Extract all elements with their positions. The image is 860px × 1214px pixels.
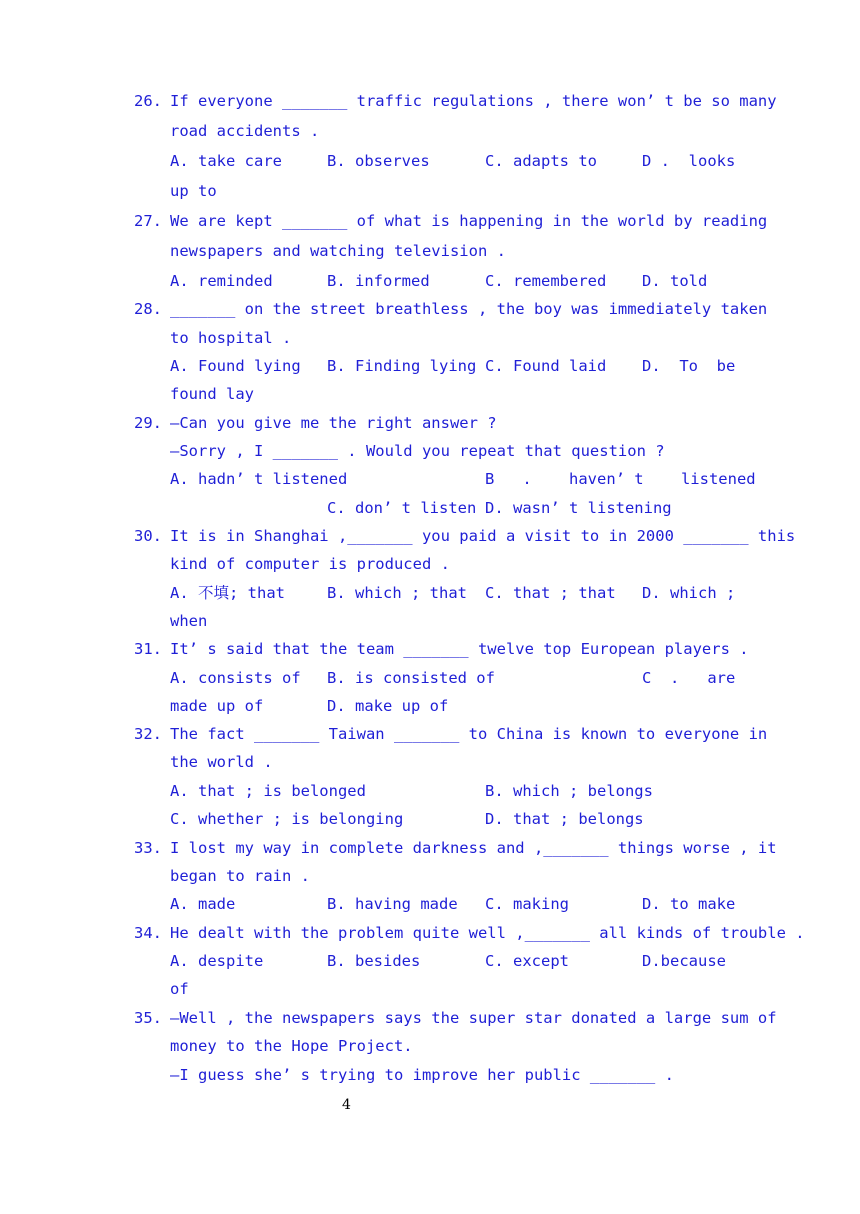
option-a: A. that ; is belonged (170, 782, 366, 800)
question-number: 29. (134, 414, 162, 432)
option-b: B. which ; that (327, 584, 467, 602)
question-number: 35. (134, 1009, 162, 1027)
option-c: C. except (485, 952, 569, 970)
option-b: B. having made (327, 895, 458, 913)
option-b: B. observes (327, 152, 430, 170)
option-b: B . haven’ t listened (485, 470, 756, 488)
option-d: D. to make (642, 895, 736, 913)
question-text: —Sorry , I _______ . Would you repeat that question ? (170, 442, 665, 460)
option-b: B. which ; belongs (485, 782, 653, 800)
question-number: 31. (134, 640, 162, 658)
option-a: A. reminded (170, 272, 273, 290)
option-d-continued: up to (170, 182, 217, 200)
option-c: C. whether ; is belonging (170, 810, 404, 828)
option-b: B. Finding lying (327, 357, 477, 375)
question-number: 26. (134, 92, 162, 110)
option-b: B. is consisted of (327, 669, 495, 687)
question-text: —I guess she’ s trying to improve her public _______ . (170, 1066, 674, 1084)
question-text: He dealt with the problem quite well ,_______ all kinds of trouble . (170, 924, 805, 942)
option-c: C. remembered (485, 272, 607, 290)
option-a: A. made (170, 895, 236, 913)
question-text: If everyone _______ traffic regulations , there won’ t be so many (170, 92, 777, 110)
question-text: I lost my way in complete darkness and ,_______ things worse , it (170, 839, 777, 857)
option-d: D. make up of (327, 697, 449, 715)
option-b: B. besides (327, 952, 421, 970)
option-d-continued: of (170, 980, 189, 998)
question-number: 34. (134, 924, 162, 942)
page-number: 4 (342, 1097, 351, 1113)
question-text: kind of computer is produced . (170, 555, 450, 573)
option-d-continued: when (170, 612, 208, 630)
option-d: D. told (642, 272, 708, 290)
question-text: —Well , the newspapers says the super star donated a large sum of (170, 1009, 777, 1027)
question-text: began to rain . (170, 867, 310, 885)
option-a: A. despite (170, 952, 264, 970)
question-number: 33. (134, 839, 162, 857)
option-c: C. Found laid (485, 357, 607, 375)
option-d: D. To be (642, 357, 736, 375)
option-d: D.because (642, 952, 726, 970)
question-text: newspapers and watching television . (170, 242, 506, 260)
option-a: A. 不填; that (170, 584, 285, 602)
question-text: money to the Hope Project. (170, 1037, 413, 1055)
option-c-continued: made up of (170, 697, 264, 715)
question-text: It is in Shanghai ,_______ you paid a visit to in 2000 _______ this (170, 527, 796, 545)
question-text: the world . (170, 753, 273, 771)
question-text: We are kept _______ of what is happening in the world by reading (170, 212, 768, 230)
option-c: C. don’ t listen (327, 499, 477, 517)
option-c: C. adapts to (485, 152, 597, 170)
option-a: A. take care (170, 152, 282, 170)
question-text: _______ on the street breathless , the boy was immediately taken (170, 300, 768, 318)
option-c: C . are (642, 669, 736, 687)
question-text: to hospital . (170, 329, 292, 347)
question-text: The fact _______ Taiwan _______ to China is known to everyone in (170, 725, 768, 743)
question-number: 28. (134, 300, 162, 318)
question-number: 27. (134, 212, 162, 230)
option-c: C. making (485, 895, 569, 913)
question-number: 30. (134, 527, 162, 545)
option-a: A. Found lying (170, 357, 301, 375)
option-d: D. which ; (642, 584, 736, 602)
question-number: 32. (134, 725, 162, 743)
question-text: It’ s said that the team _______ twelve top European players . (170, 640, 749, 658)
option-d: D. that ; belongs (485, 810, 644, 828)
option-a: A. hadn’ t listened (170, 470, 348, 488)
option-d-continued: found lay (170, 385, 254, 403)
question-text: road accidents . (170, 122, 320, 140)
option-a: A. consists of (170, 669, 301, 687)
option-d: D. wasn’ t listening (485, 499, 672, 517)
question-text: —Can you give me the right answer ? (170, 414, 497, 432)
option-c: C. that ; that (485, 584, 616, 602)
option-b: B. informed (327, 272, 430, 290)
option-d: D . looks (642, 152, 736, 170)
